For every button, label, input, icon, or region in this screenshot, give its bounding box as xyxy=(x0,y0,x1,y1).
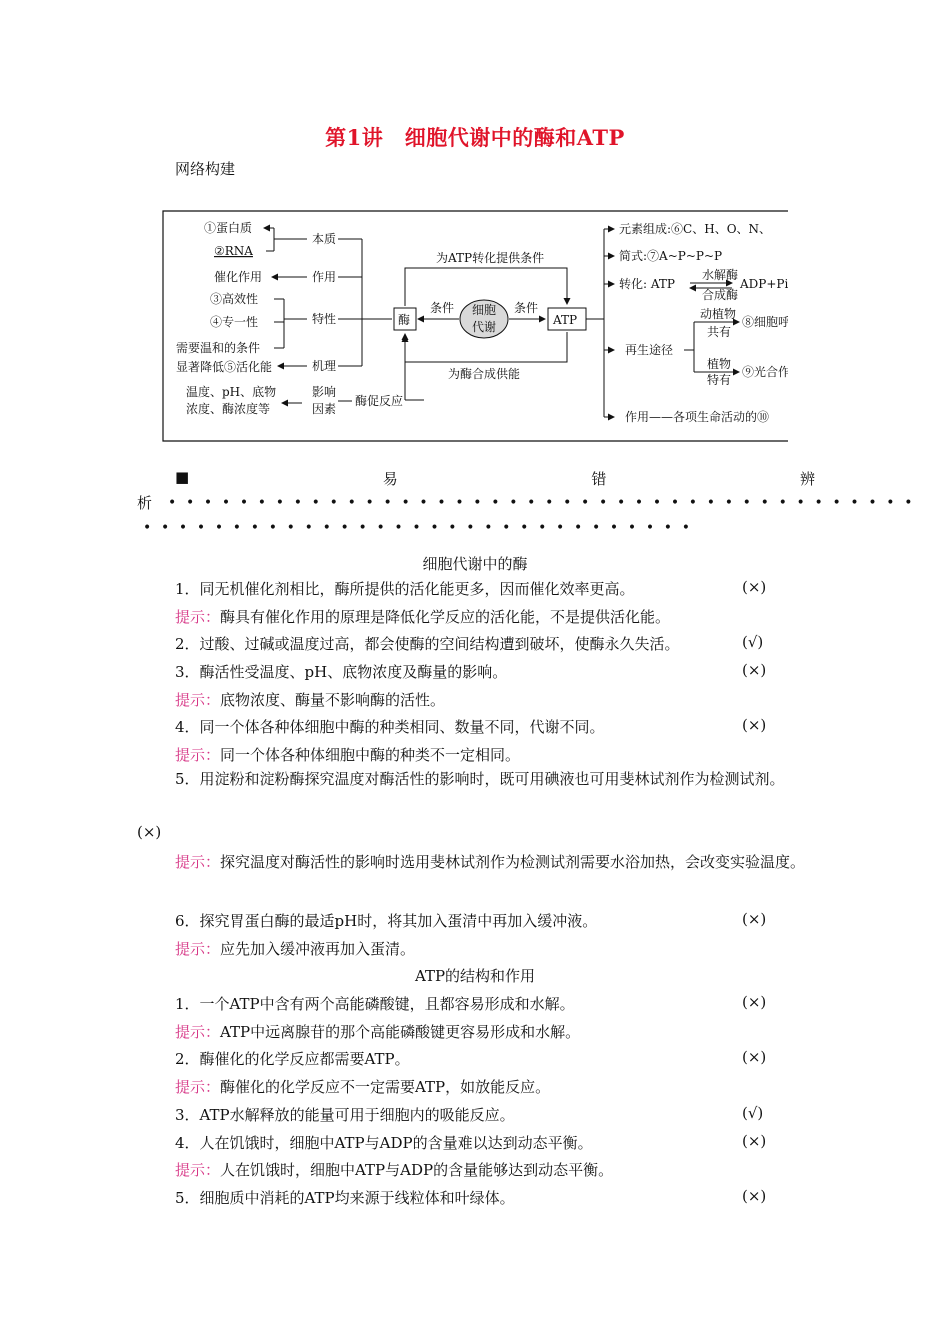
label-mechanism: 机理 xyxy=(312,359,337,373)
left-specificity: ④专一性 xyxy=(210,315,259,329)
left-rna: ②RNA xyxy=(214,244,253,258)
page-title: 第1讲 细胞代谢中的酶和ATP xyxy=(325,125,625,150)
metabolism-1: 细胞 xyxy=(472,303,497,317)
hint-text: 应先加入缓冲液再加入蛋清。 xyxy=(220,940,416,958)
right-common: 共有 xyxy=(707,325,732,339)
hint-label: 提示： xyxy=(175,940,221,958)
hint-text: ATP中远离腺苷的那个高能磷酸键更容易形成和水解。 xyxy=(220,1023,581,1041)
s1-item4-mark: (×) xyxy=(742,716,767,734)
s2-item4-hint-row xyxy=(175,1159,613,1180)
enzyme-label: 酶 xyxy=(398,313,411,327)
left-function: 催化作用 xyxy=(214,270,263,284)
label-role: 作用 xyxy=(312,270,337,284)
errors-heading-bian: 辨 xyxy=(799,470,815,488)
hint-text: 人在饥饿时，细胞中ATP与ADP的含量能够达到动态平衡。 xyxy=(220,1161,614,1179)
hint-label: 提示： xyxy=(175,691,221,709)
s1-item1-hint-row xyxy=(175,606,670,627)
right-plant: 植物 xyxy=(707,357,732,371)
s2-item5: 5．细胞质中消耗的ATP均来源于线粒体和叶绿体。 xyxy=(175,1189,515,1207)
s2-item2-hint-row xyxy=(175,1076,550,1097)
s1-item5-mark: (×) xyxy=(137,823,162,841)
s1-item6: 6．探究胃蛋白酶的最适pH时，将其加入蛋清中再加入缓冲液。 xyxy=(175,912,598,930)
s1-item2-mark: (√) xyxy=(742,633,764,651)
hint-label: 提示： xyxy=(175,608,221,626)
s2-item4: 4．人在饥饿时，细胞中ATP与ADP的含量难以达到动态平衡。 xyxy=(175,1134,593,1152)
hint-text: 底物浓度、酶量不影响酶的活性。 xyxy=(220,691,446,709)
metabolism-2: 代谢 xyxy=(472,320,497,334)
condition-right: 条件 xyxy=(514,301,539,315)
condition-left: 条件 xyxy=(430,301,455,315)
concept-map xyxy=(162,210,788,442)
s2-item3: 3．ATP水解释放的能量可用于细胞内的吸能反应。 xyxy=(175,1106,515,1124)
s1-item3-mark: (×) xyxy=(742,661,767,679)
right-regen: 再生途径 xyxy=(625,343,674,357)
hint-text: 同一个体各种体细胞中酶的种类不一定相同。 xyxy=(220,746,521,764)
dot-leader-1: •••••••••••••••••••••••••••••••••••••••••• xyxy=(168,495,923,511)
errors-heading-square: ■ xyxy=(175,468,190,486)
s1-item1-mark: (×) xyxy=(742,578,767,596)
errors-heading-yi: 易 xyxy=(382,470,398,488)
hint-text: 酶具有催化作用的原理是降低化学反应的活化能，不是提供活化能。 xyxy=(220,608,671,626)
right-item8: ⑧细胞呼 xyxy=(742,315,788,329)
left-factors-1: 温度、pH、底物 xyxy=(186,385,277,399)
label-trait: 特性 xyxy=(312,312,337,326)
right-unique: 特有 xyxy=(707,373,732,387)
right-formula: 简式:⑦A~P~P~P xyxy=(619,249,723,263)
errors-heading-cuo: 错 xyxy=(591,470,607,488)
label-nature: 本质 xyxy=(312,232,337,246)
section2-title: ATP的结构和作用 xyxy=(414,967,536,985)
right-conversion: 转化: ATP xyxy=(619,277,675,291)
hint-label: 提示： xyxy=(175,746,221,764)
bottom-arrow-label: 为酶合成供能 xyxy=(448,367,521,381)
s1-item3-hint-row xyxy=(175,689,445,710)
right-role: 作用——各项生命活动的⑩ xyxy=(625,410,770,424)
s1-item6-mark: (×) xyxy=(742,910,767,928)
s1-item3: 3．酶活性受温度、pH、底物浓度及酶量的影响。 xyxy=(175,663,508,681)
section1-title: 细胞代谢中的酶 xyxy=(422,555,528,573)
s1-item1: 1．同无机催化剂相比，酶所提供的活化能更多，因而催化效率更高。 xyxy=(175,580,635,598)
hint-text: 探究温度对酶活性的影响时选用斐林试剂作为检测试剂需要水浴加热，会改变实验温度。 xyxy=(220,853,806,871)
hint-label: 提示： xyxy=(175,1023,221,1041)
right-item9: ⑨光合作 xyxy=(742,365,788,379)
page-subtitle: 网络构建 xyxy=(175,160,236,178)
label-influence-1: 影响 xyxy=(312,385,337,399)
dot-leader-2: ••••••••••••••••••••••••••••••• xyxy=(143,520,700,536)
s1-item5: 5．用淀粉和淀粉酶探究温度对酶活性的影响时，既可用碘液也可用斐林试剂作为检测试剂。 xyxy=(175,770,785,788)
s2-item4-mark: (×) xyxy=(742,1132,767,1150)
errors-heading-tail: 析 xyxy=(137,494,153,512)
s2-item1-hint-row xyxy=(175,1021,580,1042)
hint-label: 提示： xyxy=(175,1078,221,1096)
s1-item2: 2．过酸、过碱或温度过高，都会使酶的空间结构遭到破坏，使酶永久失活。 xyxy=(175,635,680,653)
s2-item3-mark: (√) xyxy=(742,1104,764,1122)
s2-item1-mark: (×) xyxy=(742,993,767,1011)
s1-item5-hint-row xyxy=(137,849,817,876)
s1-item4: 4．同一个体各种体细胞中酶的种类相同、数量不同，代谢不同。 xyxy=(175,718,605,736)
left-factors-2: 浓度、酶浓度等 xyxy=(186,402,271,416)
hint-text: 酶催化的化学反应不一定需要ATP，如放能反应。 xyxy=(220,1078,551,1096)
s2-item2-mark: (×) xyxy=(742,1048,767,1066)
hint-label: 提示： xyxy=(175,853,221,871)
top-arrow-label: 为ATP转化提供条件 xyxy=(436,251,545,265)
hint-label: 提示： xyxy=(175,1161,221,1179)
label-influence-2: 因素 xyxy=(312,402,337,416)
right-synthesis: 合成酶 xyxy=(702,288,739,302)
left-mild: 需要温和的条件 xyxy=(176,341,261,355)
concept-map-svg xyxy=(162,210,788,442)
left-protein: ①蛋白质 xyxy=(204,221,253,235)
right-elements: 元素组成:⑥C、H、O、N、 xyxy=(619,222,772,236)
s1-item4-hint-row xyxy=(175,744,520,765)
s2-item2: 2．酶催化的化学反应都需要ATP。 xyxy=(175,1050,410,1068)
label-promote: 酶促反应 xyxy=(355,394,404,408)
right-animal-plant: 动植物 xyxy=(700,307,737,321)
s2-item1: 1．一个ATP中含有两个高能磷酸键，且都容易形成和水解。 xyxy=(175,995,575,1013)
left-efficiency: ③高效性 xyxy=(210,292,259,306)
right-products: ADP+Pi xyxy=(740,277,788,291)
atp-label: ATP xyxy=(553,313,578,327)
errors-heading xyxy=(175,468,815,489)
s1-item6-hint-row xyxy=(175,938,415,959)
s2-item5-mark: (×) xyxy=(742,1187,767,1205)
left-mechanism: 显著降低⑤活化能 xyxy=(176,360,273,374)
right-hydrolysis: 水解酶 xyxy=(702,268,739,282)
